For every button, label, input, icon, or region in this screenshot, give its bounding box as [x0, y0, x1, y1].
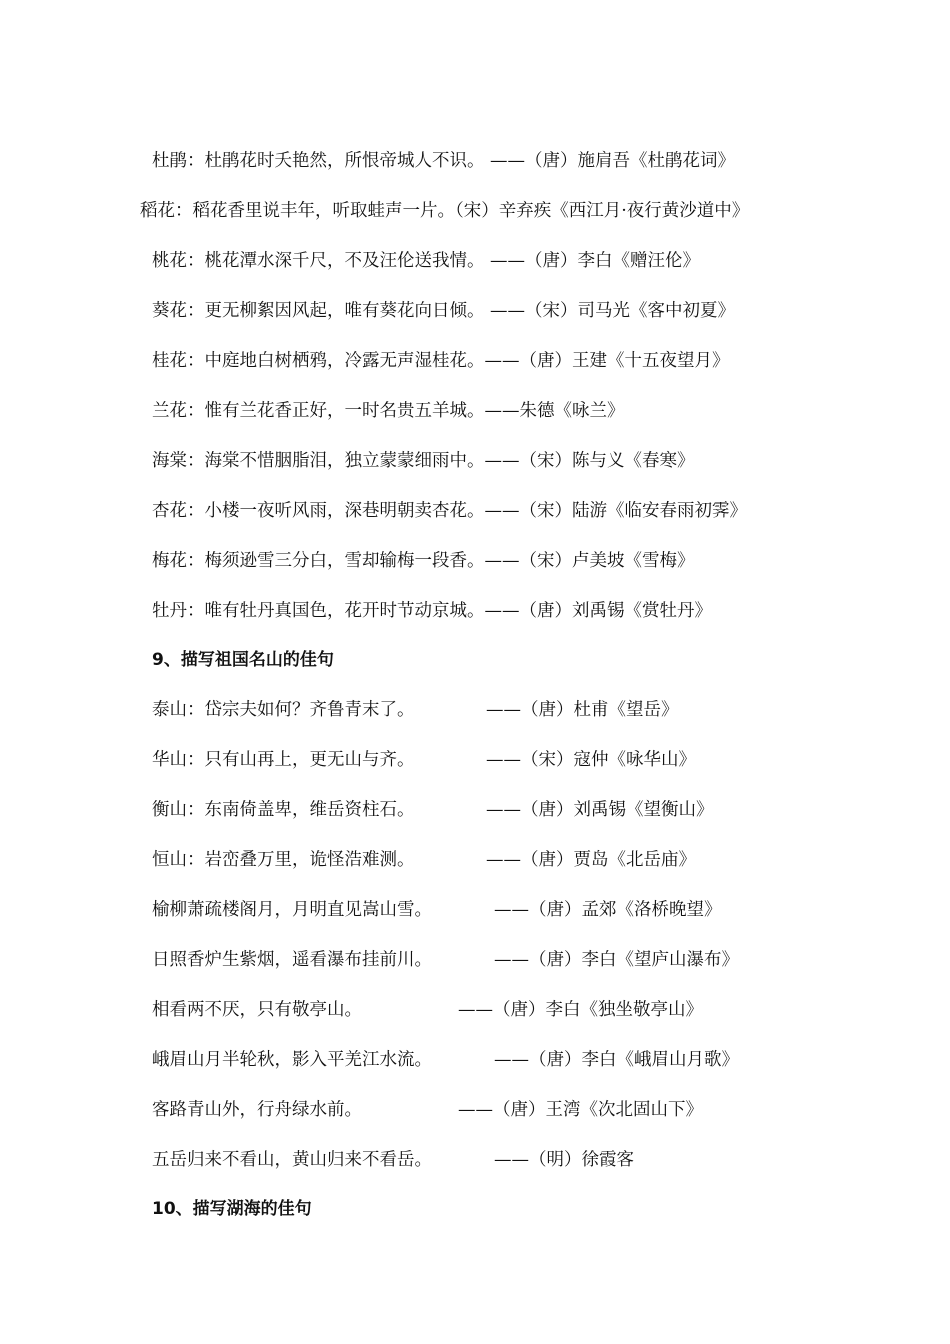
flower-line: 梅花：梅须逊雪三分白，雪却输梅一段香。——（宋）卢美坡《雪梅》 — [152, 551, 695, 571]
flower-line: 杜鹃：杜鹃花时夭艳然，所恨帝城人不识。 ——（唐）施肩吾《杜鹃花词》 — [152, 151, 736, 171]
section-heading-lakes-seas: 10、描写湖海的佳句 — [152, 1199, 312, 1219]
mountain-verse: 五岳归来不看山，黄山归来不看岳。 — [152, 1150, 432, 1170]
flower-line: 桂花：中庭地白树栖鸦，冷露无声湿桂花。——（唐）王建《十五夜望月》 — [152, 351, 730, 371]
flower-line: 杏花：小楼一夜听风雨，深巷明朝卖杏花。——（宋）陆游《临安春雨初霁》 — [152, 501, 747, 521]
mountain-source: ——（唐）李白《望庐山瀑布》 — [494, 950, 739, 970]
flower-line: 海棠：海棠不惜胭脂泪，独立蒙蒙细雨中。——（宋）陈与义《春寒》 — [152, 451, 695, 471]
mountain-verse: 客路青山外，行舟绿水前。 — [152, 1100, 362, 1120]
mountain-source: ——（唐）王湾《次北固山下》 — [458, 1100, 703, 1120]
mountain-verse: 榆柳萧疏楼阁月，月明直见嵩山雪。 — [152, 900, 432, 920]
mountain-verse: 日照香炉生紫烟，遥看瀑布挂前川。 — [152, 950, 432, 970]
mountain-verse: 衡山：东南倚盖卑，维岳资柱石。 — [152, 800, 415, 820]
mountain-source: ——（唐）刘禹锡《望衡山》 — [486, 800, 714, 820]
mountain-verse: 相看两不厌，只有敬亭山。 — [152, 1000, 362, 1020]
mountain-source: ——（明）徐霞客 — [494, 1150, 634, 1170]
flower-line: 桃花：桃花潭水深千尺，不及汪伦送我情。 ——（唐）李白《赠汪伦》 — [152, 251, 701, 271]
mountain-source: ——（宋）寇仲《咏华山》 — [486, 750, 696, 770]
section-heading-mountains: 9、描写祖国名山的佳句 — [152, 650, 334, 670]
flower-line: 牡丹：唯有牡丹真国色，花开时节动京城。——（唐）刘禹锡《赏牡丹》 — [152, 601, 712, 621]
mountain-verse: 恒山：岩峦叠万里，诡怪浩难测。 — [152, 850, 415, 870]
flower-line: 稻花：稻花香里说丰年，听取蛙声一片。（宋）辛弃疾《西江月·夜行黄沙道中》 — [140, 201, 750, 221]
flower-line: 兰花：惟有兰花香正好，一时名贵五羊城。——朱德《咏兰》 — [152, 401, 625, 421]
mountain-source: ——（唐）贾岛《北岳庙》 — [486, 850, 696, 870]
mountain-verse: 峨眉山月半轮秋，影入平羌江水流。 — [152, 1050, 432, 1070]
mountain-source: ——（唐）李白《独坐敬亭山》 — [458, 1000, 703, 1020]
mountain-verse: 泰山：岱宗夫如何？齐鲁青末了。 — [152, 700, 415, 720]
mountain-source: ——（唐）李白《峨眉山月歌》 — [494, 1050, 739, 1070]
flower-line: 葵花：更无柳絮因风起，唯有葵花向日倾。 ——（宋）司马光《客中初夏》 — [152, 301, 736, 321]
mountain-source: ——（唐）孟郊《洛桥晚望》 — [494, 900, 722, 920]
mountain-source: ——（唐）杜甫《望岳》 — [486, 700, 679, 720]
mountain-verse: 华山：只有山再上，更无山与齐。 — [152, 750, 415, 770]
